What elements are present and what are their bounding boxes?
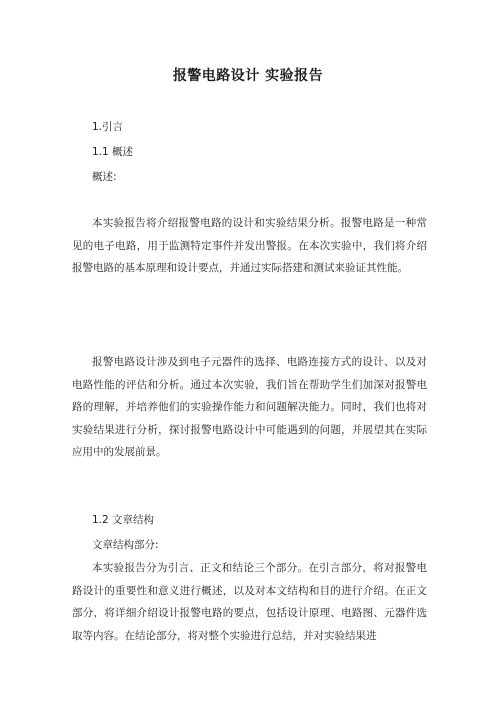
paragraph-purpose: 报警电路设计涉及到电子元器件的选择、电路连接方式的设计、以及对电路性能的评估和分析。通过本次实验，我们旨在帮助学生们加深对报警电路的理解，并培养他们的实验操作能力和问题解决能力。同时，我们也将对实验结果进行分析，探讨报警电路设计中可能遇到的问题，并展望其在实际应用中的发展前景。 [72, 356, 427, 458]
document-title: 报警电路设计 实验报告 [172, 68, 324, 84]
paragraph-structure: 本实验报告分为引言、正文和结论三个部分。在引言部分，将对报警电路设计的重要性和意义进行概述，以及对本文结构和目的进行介绍。在正文部分，将详细介绍设计报警电路的要点，包括设计原理、电路图、元器件选取等内容。在结论部分，将对整个实验进行总结，并对实验结果进 [72, 562, 427, 642]
section-heading-introduction: 1.引言 [92, 121, 124, 133]
overview-label: 概述: [92, 171, 117, 183]
subsection-heading-overview: 1.1 概述 [92, 146, 134, 158]
structure-label: 文章结构部分: [92, 539, 159, 551]
paragraph-overview: 本实验报告将介绍报警电路的设计和实验结果分析。报警电路是一种常见的电子电路，用于监测特定事件并发出警报。在本次实验中，我们将介绍报警电路的基本原理和设计要点，并通过实际搭建和测试来验证其性能。 [72, 217, 427, 274]
subsection-heading-structure: 1.2 文章结构 [92, 514, 155, 526]
